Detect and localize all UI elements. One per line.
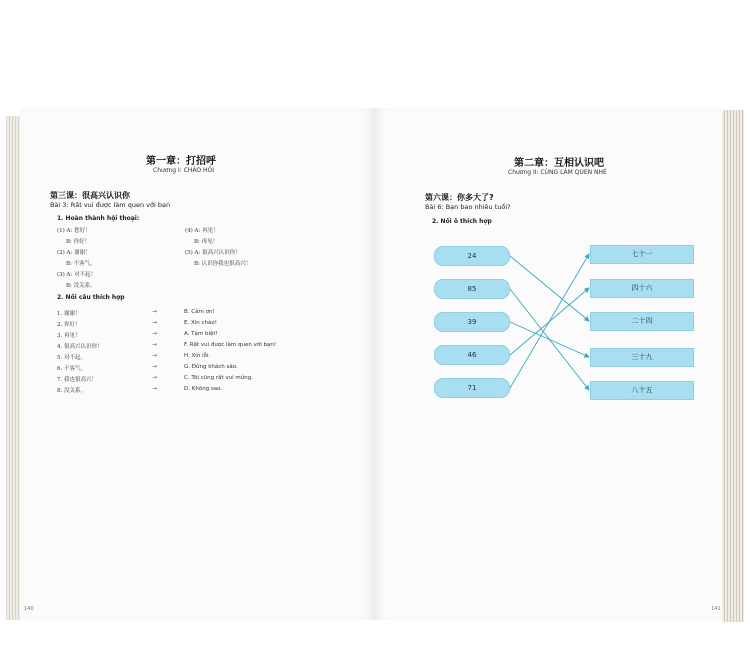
dialogue-line: B: 没关系。	[66, 283, 96, 289]
arrow-icon: →	[152, 330, 158, 337]
chapter-title: 第一章：打招呼	[146, 156, 216, 167]
number-pill[interactable]: 24	[434, 246, 510, 266]
chinese-number-box[interactable]: 三十九	[590, 348, 694, 367]
dialogue-line: B: 认识你我也很高兴！	[194, 261, 252, 267]
lesson-subtitle: Bài 3: Rất vui được làm quen với bạn	[50, 201, 171, 209]
open-book	[6, 108, 744, 624]
match-left: 2. 你好！	[57, 322, 81, 328]
chapter-subtitle: Chương II: CÙNG LÀM QUEN NHÉ	[508, 169, 607, 176]
arrow-icon: →	[152, 341, 158, 348]
chinese-number-box[interactable]: 二十四	[590, 312, 694, 331]
right-page	[374, 108, 722, 620]
chapter-title: 第二章：互相认识吧	[514, 158, 604, 169]
match-left: 8. 没关系。	[57, 388, 86, 394]
number-pill[interactable]: 46	[434, 345, 510, 365]
arrow-icon: →	[152, 308, 158, 315]
number-pill[interactable]: 39	[434, 312, 510, 332]
match-right: A. Tạm biệt!	[184, 331, 218, 337]
arrow-icon: →	[152, 319, 158, 326]
match-right: H. Xin lỗi.	[184, 353, 211, 359]
arrow-icon: →	[152, 374, 158, 381]
match-line	[510, 254, 589, 388]
chinese-number-box[interactable]: 八十五	[590, 381, 694, 400]
number-pill[interactable]: 71	[434, 378, 510, 398]
match-right: F. Rất vui được làm quen với bạn!	[184, 342, 277, 348]
match-left: 6. 不客气。	[57, 366, 86, 372]
dialogue-line: (3) A: 对不起！	[57, 272, 97, 278]
match-left: 7. 我也很高兴！	[57, 377, 97, 383]
left-page	[20, 108, 374, 620]
lesson-title: 第六课：你多大了?	[425, 193, 494, 202]
arrow-icon: →	[152, 385, 158, 392]
page-number: 141	[711, 606, 721, 612]
dialogue-line: (5) A: 很高兴认识你！	[185, 250, 241, 256]
match-right: G. Đừng khách sáo.	[184, 364, 238, 370]
chapter-subtitle: Chương I: CHÀO HỎI	[153, 167, 215, 174]
arrow-icon: →	[152, 352, 158, 359]
match-line	[510, 256, 589, 321]
dialogue-line: B: 不客气。	[66, 261, 96, 267]
match-right: E. Xin chào!	[184, 320, 217, 326]
match-right: B. Cảm ơn!	[184, 309, 215, 315]
dialogue-line: (1) A: 您好！	[57, 228, 91, 234]
arrow-icon: →	[152, 363, 158, 370]
match-left: 4. 很高兴认识你！	[57, 344, 103, 350]
chinese-number-box[interactable]: 七十一	[590, 245, 694, 264]
dialogue-line: (4) A: 再见！	[185, 228, 219, 234]
lesson-title: 第三课：很高兴认识你	[50, 191, 130, 200]
section-title: 2. Nối câu thích hợp	[57, 294, 125, 301]
page-number: 140	[24, 606, 34, 612]
match-left: 3. 再见！	[57, 333, 81, 339]
chinese-number-box[interactable]: 四十六	[590, 279, 694, 298]
match-left: 1. 谢谢！	[57, 311, 81, 317]
dialogue-line: B: 你好！	[66, 239, 91, 245]
section-title: 2. Nối ô thích hợp	[432, 218, 492, 225]
match-left: 5. 对不起。	[57, 355, 86, 361]
lesson-subtitle: Bài 6: Bạn bao nhiêu tuổi?	[425, 203, 511, 211]
match-line	[510, 322, 589, 357]
match-right: D. Không sao.	[184, 386, 223, 392]
number-pill[interactable]: 85	[434, 279, 510, 299]
section-title: 1. Hoàn thành hội thoại:	[57, 215, 140, 222]
page-edges-right	[722, 110, 744, 622]
match-right: C. Tôi cũng rất vui mừng.	[184, 375, 253, 381]
dialogue-line: (2) A: 谢谢！	[57, 250, 91, 256]
dialogue-line: B: 再见！	[194, 239, 219, 245]
